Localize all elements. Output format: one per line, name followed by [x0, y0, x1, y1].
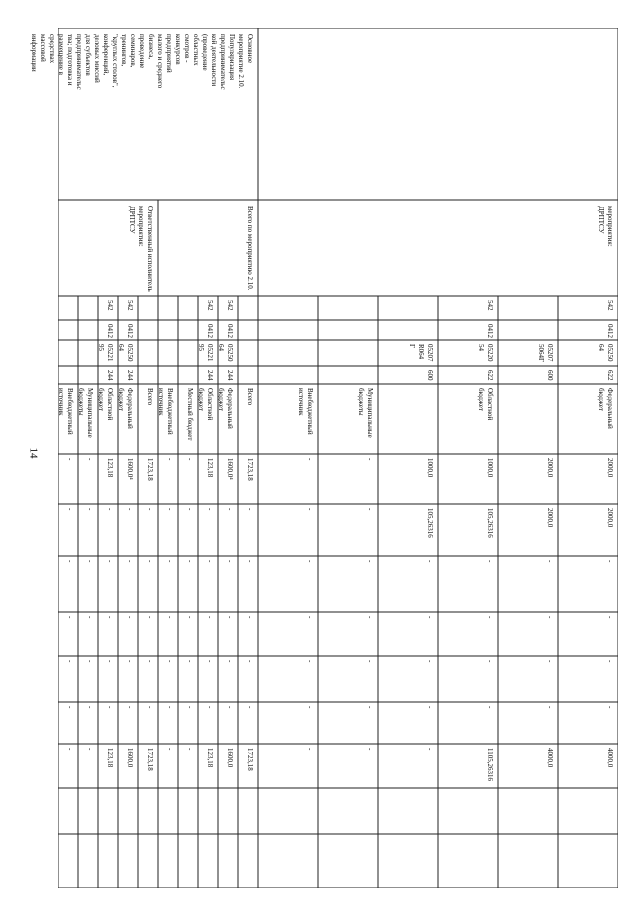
cell-v2: -: [146, 508, 154, 511]
cell-v2: -: [366, 508, 374, 511]
cell-csr: 05207 R064 Г: [408, 344, 434, 362]
cell-v3: -: [306, 560, 314, 563]
cell-source: Областной бюджет: [477, 388, 494, 421]
cell-vr: 244: [126, 370, 134, 381]
page-number: 14: [27, 447, 40, 459]
cell-v6: -: [126, 706, 134, 709]
cell-grbs: 542: [206, 300, 214, 311]
cell-source: Муниципальные бюджеты: [77, 388, 94, 438]
cell-v7: 4000,0: [606, 748, 614, 768]
cell-v7: -: [306, 748, 314, 751]
cell-grbs: 542: [106, 300, 114, 311]
cell-v7: -: [66, 748, 74, 751]
cell-v1: -: [66, 458, 74, 461]
cell-v3: -: [106, 560, 114, 563]
cell-source: Местный бюджет: [186, 388, 194, 441]
cell-v4: -: [306, 616, 314, 619]
cell-v2: -: [86, 508, 94, 511]
cell-v7: -: [166, 748, 174, 751]
cell-csr: 05250 64: [117, 344, 134, 362]
cell-v1: 1600,0⁴: [126, 458, 134, 480]
cell-v7: 123,18: [106, 748, 114, 768]
cell-v3: -: [166, 560, 174, 563]
cell-v6: -: [66, 706, 74, 709]
cell-v7: -: [426, 748, 434, 751]
cell-rzpr: 0412: [226, 324, 234, 338]
cell-v6: -: [166, 706, 174, 709]
cell-csr: 05221 95: [197, 344, 214, 362]
cell-v1: 1723,18: [246, 458, 254, 481]
cell-source: Внебюджетный источник: [57, 388, 74, 435]
cell-v6: -: [186, 706, 194, 709]
cell-v5: -: [186, 660, 194, 663]
cell-v6: -: [146, 706, 154, 709]
cell-v4: -: [86, 616, 94, 619]
cell-csr: 05250 64: [597, 344, 614, 362]
cell-rzpr: 0412: [106, 324, 114, 338]
cell-source: Всего: [146, 388, 154, 406]
cell-v2: 2000,0: [546, 508, 554, 528]
cell-v2: -: [226, 508, 234, 511]
cell-v4: -: [206, 616, 214, 619]
cell-source: Муниципальные бюджеты: [357, 388, 374, 438]
cell-v4: -: [186, 616, 194, 619]
cell-v5: -: [486, 660, 494, 663]
cell-v2: 105,26316: [426, 508, 434, 538]
cell-rzpr: 0412: [486, 324, 494, 338]
cell-v2: -: [66, 508, 74, 511]
cell-v1: 123,18: [206, 458, 214, 478]
cell-rzpr: 0412: [606, 324, 614, 338]
cell-v1: -: [306, 458, 314, 461]
cell-v7: 1600,0: [226, 748, 234, 768]
cell-v6: -: [546, 706, 554, 709]
cell-v4: -: [146, 616, 154, 619]
cell-v6: -: [366, 706, 374, 709]
cell-v2: -: [106, 508, 114, 511]
total-label: Всего по мероприятию 2.10.: [246, 206, 254, 291]
cell-v1: 1000,0: [426, 458, 434, 478]
cell-v6: -: [246, 706, 254, 709]
cell-v5: -: [86, 660, 94, 663]
cell-csr: 05207 5064Г: [537, 344, 554, 363]
cell-v4: -: [106, 616, 114, 619]
cell-v4: -: [66, 616, 74, 619]
cell-v3: -: [486, 560, 494, 563]
table-grid: [58, 28, 618, 888]
cell-v4: -: [606, 616, 614, 619]
cell-v3: -: [86, 560, 94, 563]
cell-v5: -: [546, 660, 554, 663]
cell-csr: 05221 95: [97, 344, 114, 362]
cell-v5: -: [306, 660, 314, 663]
cell-rzpr: 0412: [126, 324, 134, 338]
cell-grbs: 542: [126, 300, 134, 311]
cell-v1: -: [166, 458, 174, 461]
cell-v2: -: [186, 508, 194, 511]
cell-source: Областной бюджет: [197, 388, 214, 421]
cell-v4: -: [246, 616, 254, 619]
cell-v5: -: [166, 660, 174, 663]
cell-vr: 244: [206, 370, 214, 381]
cell-v1: -: [366, 458, 374, 461]
cell-v5: -: [126, 660, 134, 663]
cell-v7: 1723,18: [146, 748, 154, 771]
cell-source: Федеральный бюджет: [117, 388, 134, 429]
cell-source: Всего: [246, 388, 254, 406]
cell-grbs: 542: [486, 300, 494, 311]
cell-v7: -: [186, 748, 194, 751]
cell-v3: -: [226, 560, 234, 563]
cell-v2: 2000,0: [606, 508, 614, 528]
cell-v7: 4000,0: [546, 748, 554, 768]
cell-v6: -: [226, 706, 234, 709]
cell-source: Областной бюджет: [97, 388, 114, 421]
cell-v2: -: [306, 508, 314, 511]
cell-v7: 1723,18: [246, 748, 254, 771]
cell-v3: -: [366, 560, 374, 563]
cell-source: Внебюджетный источник: [157, 388, 174, 435]
cell-v1: -: [186, 458, 194, 461]
cell-v5: -: [106, 660, 114, 663]
cell-source: Внебюджетный источник: [297, 388, 314, 435]
event-name: Основное мероприятие 2.10. Популяризация предпринимательс кой деятельности (проведение областных смотров - конкурсов предприятий малого и среднего бизнеса, проведение семинаров, тренингов, "круглых столов", конференций, деловых миссий для субъектов предпринимательс тва; подготовка и размещение в средствах массовой информации: [30, 34, 254, 90]
cell-v3: -: [246, 560, 254, 563]
cell-csr: 05220 54: [477, 344, 494, 362]
cell-v2: 105,26316: [486, 508, 494, 538]
cell-v3: -: [186, 560, 194, 563]
cell-v6: -: [426, 706, 434, 709]
cell-vr: 600: [426, 370, 434, 381]
cell-v2: -: [206, 508, 214, 511]
cell-v5: -: [246, 660, 254, 663]
cell-v3: -: [546, 560, 554, 563]
cell-v1: 2000,0: [546, 458, 554, 478]
cell-v7: 1600,0: [126, 748, 134, 768]
cell-v4: -: [546, 616, 554, 619]
cell-grbs: 542: [226, 300, 234, 311]
cell-v3: -: [426, 560, 434, 563]
cell-v6: -: [86, 706, 94, 709]
cell-source: Федеральный бюджет: [597, 388, 614, 429]
cell-v3: -: [606, 560, 614, 563]
responsible-label: мероприятия: ДРПТСУ: [597, 206, 614, 247]
cell-v3: -: [126, 560, 134, 563]
cell-rzpr: 0412: [206, 324, 214, 338]
cell-v6: -: [606, 706, 614, 709]
cell-v2: -: [126, 508, 134, 511]
cell-source: Федеральный бюджет: [217, 388, 234, 429]
cell-v4: -: [166, 616, 174, 619]
responsible-label: Ответственный исполнитель мероприятия: ДРПТСУ: [128, 206, 154, 292]
cell-v3: -: [146, 560, 154, 563]
cell-v1: 1723,18: [146, 458, 154, 481]
cell-v6: -: [206, 706, 214, 709]
cell-v4: -: [426, 616, 434, 619]
cell-v4: -: [226, 616, 234, 619]
cell-vr: 244: [106, 370, 114, 381]
cell-v5: -: [606, 660, 614, 663]
cell-v1: 123,18: [106, 458, 114, 478]
cell-vr: 622: [606, 370, 614, 381]
cell-v6: -: [486, 706, 494, 709]
cell-v5: -: [146, 660, 154, 663]
cell-v6: -: [106, 706, 114, 709]
cell-v2: -: [166, 508, 174, 511]
cell-vr: 622: [486, 370, 494, 381]
cell-v3: -: [66, 560, 74, 563]
cell-v5: -: [206, 660, 214, 663]
cell-vr: 244: [226, 370, 234, 381]
cell-v5: -: [66, 660, 74, 663]
cell-v5: -: [226, 660, 234, 663]
cell-v4: -: [486, 616, 494, 619]
cell-v3: -: [206, 560, 214, 563]
cell-grbs: 542: [606, 300, 614, 311]
cell-v2: -: [246, 508, 254, 511]
cell-v1: 1600,0⁴: [226, 458, 234, 480]
cell-vr: 600: [546, 370, 554, 381]
cell-csr: 05250 64: [217, 344, 234, 362]
cell-v4: -: [126, 616, 134, 619]
cell-v7: -: [86, 748, 94, 751]
cell-v1: -: [86, 458, 94, 461]
cell-v4: -: [366, 616, 374, 619]
cell-v5: -: [426, 660, 434, 663]
cell-v5: -: [366, 660, 374, 663]
cell-v1: 1000,0: [486, 458, 494, 478]
cell-v7: -: [366, 748, 374, 751]
cell-v7: 123,18: [206, 748, 214, 768]
cell-v6: -: [306, 706, 314, 709]
cell-v1: 2000,0: [606, 458, 614, 478]
cell-v7: 1105,26316: [486, 748, 494, 781]
